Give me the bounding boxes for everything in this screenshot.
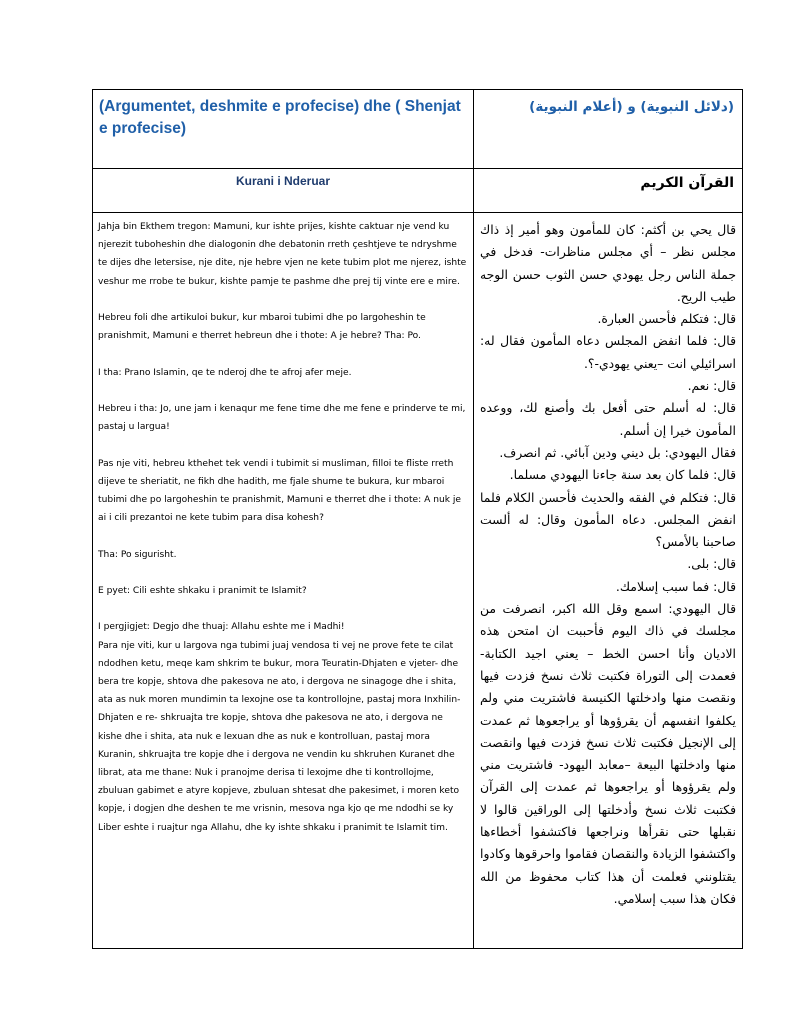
arabic-paragraph: قال: فلما انفض المجلس دعاه المأمون فقال له: اسرائيلي انت –يعني يهودي-؟. bbox=[480, 333, 736, 371]
arabic-paragraph: قال: فما سبب إسلامك. bbox=[615, 578, 736, 594]
albanian-paragraph: Pas nje viti, hebreu kthehet tek vendi i tubimit si musliman, filloi te fliste rreth dijeve te sheriatit, ne fikh dhe hadith, me fjale shume te bukura, kur mbaroi tubimi dhe po largoheshin te pranishmit, Mamuni e therret dhe i thote: A nuk je ai i cili prezantoi ne kete tubim para disa kohesh? bbox=[98, 458, 462, 524]
bilingual-table bbox=[92, 89, 743, 949]
albanian-paragraph: Hebreu foli dhe artikuloi bukur, kur mbaroi tubimi dhe po largoheshin te pranishmit, Mamuni e therret hebreun dhe i thote: A je hebre? Tha: Po. bbox=[98, 313, 426, 342]
arabic-paragraph: قال: فتكلم في الفقه والحديث فأحسن الكلام فلما انفض المجلس. دعاه المأمون وقال: له ألست صاحبنا بالأمس؟ bbox=[480, 489, 736, 550]
title-albanian: (Argumentet, deshmite e profecise) dhe ( Shenjat e profecise) bbox=[93, 90, 474, 169]
albanian-paragraph: Hebreu i tha: Jo, une jam i kenaqur me fene time dhe me fene e prinderve te mi, pastaj u largua! bbox=[98, 403, 466, 433]
arabic-text-cell bbox=[474, 213, 743, 949]
subtitle-arabic: القرآن الكريم bbox=[474, 169, 743, 213]
albanian-paragraph: I tha: Prano Islamin, qe te nderoj dhe te afroj afer meje. bbox=[98, 367, 352, 378]
arabic-paragraph: قال: له أسلم حتى أفعل بك وأصنع لك، ووعده المأمون خيرا إن أسلم. bbox=[480, 400, 736, 438]
albanian-paragraph: Tha: Po sigurisht. bbox=[98, 549, 177, 560]
albanian-paragraph: I pergjigjet: Degjo dhe thuaj: Allahu eshte me i Madhi! bbox=[98, 622, 345, 633]
arabic-paragraph: قال: فتكلم فأحسن العبارة. bbox=[597, 311, 736, 327]
arabic-paragraph: فقال اليهودي: بل ديني ودين آبائي. ثم انصرف. bbox=[499, 444, 736, 460]
albanian-paragraph: Jahja bin Ekthem tregon: Mamuni, kur ishte prijes, kishte caktuar nje vend ku njerezit tuboheshin dhe dialogonin dhe debatonin rreth çeshtjeve te ndryshme te dijes dhe letersise, nje dite, nje hebre vjen ne kete tubim plot me njerez, ishte veshur me rrobe te bukur, kishte pamje te pashme dhe prej tij vinte ere e mire. bbox=[98, 222, 467, 287]
albanian-text-cell bbox=[93, 213, 474, 949]
albanian-paragraph: Para nje viti, kur u largova nga tubimi juaj vendosa ti vej ne prove fete te cilat ndodhen ketu, meqe kam shkrim te bukur, mora Teuratin-Dhjaten e vjeter- dhe bera tre kopje, shtova dhe pakesova ne ato, i dergova ne sinagoge dhe i shita, ata as nuk moren mundimin ta lexojne ose ta kontrollojne, pastaj mora Inxhilin-Dhjaten e re- shkruajta tre kopje, shtova dhe pakesova ne ato, i dergova ne kishe dhe i shita, ata nuk e lexuan dhe as nuk e kontrolluan, pastaj mora Kuranin, shkruajta tre kopje dhe i dergova ne vendin ku shkruhen Kuranet dhe librat, ata me thane: Nuk i pranojme derisa ti lexojme dhe ti kontrollojme, zbuluan gabimet e atyre kopjeve, zbuluan shtesat dhe pakesimet, i moren keto kopje, i dogjen dhe deshen te me vrisnin, mesova nga kjo qe me ndodhi se ky Liber eshte i ruajtur nga Allahu, dhe ky ishte shkaku i pranimit te Islamit tim. bbox=[98, 640, 461, 833]
arabic-paragraph: قال: بلى. bbox=[687, 556, 736, 572]
arabic-paragraph: قال: نعم. bbox=[687, 378, 736, 394]
arabic-paragraph: قال: فلما كان بعد سنة جاءنا اليهودي مسلما. bbox=[509, 467, 736, 483]
title-arabic: (دلائل النبوية) و (أعلام النبوية) bbox=[474, 90, 743, 169]
albanian-paragraph: E pyet: Cili eshte shkaku i pranimit te Islamit? bbox=[98, 585, 307, 596]
subtitle-albanian: Kurani i Nderuar bbox=[93, 169, 474, 213]
arabic-paragraph: قال اليهودي: اسمع وقل الله اكبر، انصرفت من مجلسك في ذاك اليوم فأحببت ان امتحن هذه الاديان وأنا احسن الخط – يعني اجيد الكتابة- فعمدت إلى التوراة فكتبت ثلاث نسخ فزدت فيها ونقصت منها وادخلتها الكنيسة فاشتريت مني ولم يكلفوا انفسهم أن يقرؤوها أو يراجعوها ثم عمدت إلى الإنجيل فكتبت ثلاث نسخ فزدت فيها وانقصت منها وادخلتها البيعة –معابد اليهود- فاشتريت مني ولم يقرؤوها أو يراجعوها ثم عمدت إلى القرآن فكتبت ثلاث نسخ وأدخلتها إلى الوراقين قالوا لا نقبلها حتى نقرأها ونراجعها فاكتشفوا أخطاءها واكتشفوا الزيادة والنقصان فقاموا واحرقوها وكادوا يقتلونني فعلمت أن هذا كتاب محفوظ من الله فكان هذا سبب إسلامي. bbox=[480, 601, 736, 906]
arabic-paragraph: قال يحي بن أكثم: كان للمأمون وهو أمير إذ ذاك مجلس نظر – أي مجلس مناظرات- فدخل في جملة الناس رجل يهودي حسن الثوب حسن الوجه طيب الريح. bbox=[480, 222, 736, 304]
